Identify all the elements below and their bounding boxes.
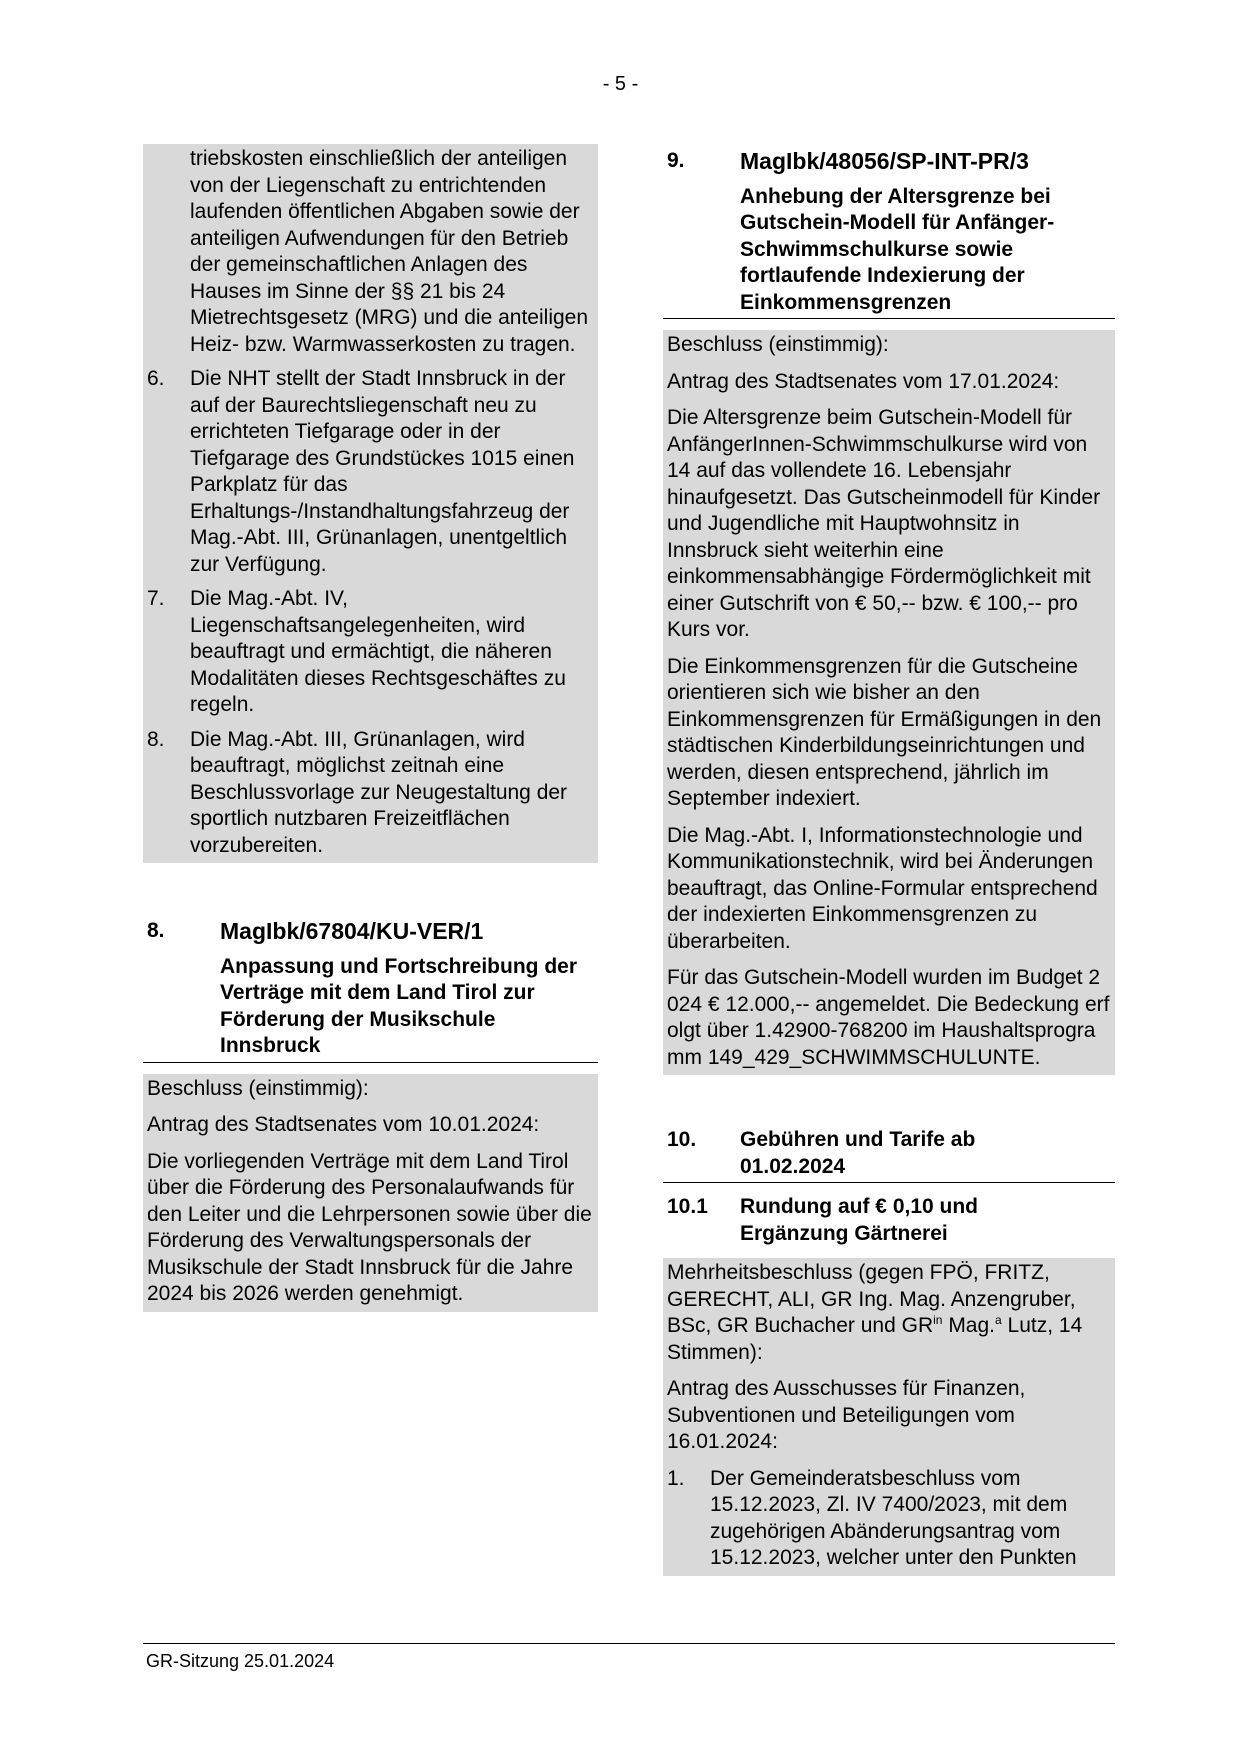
section-9-subject: Anhebung der Altersgrenze bei Gutschein-Modell für Anfänger-Schwimmschulkurse sowie fortlaufende Indexierung der Einkommensgrenzen xyxy=(663,184,1115,320)
section-10-1-decision: Mehrheitsbeschluss (gegen FPÖ, FRITZ, GERECHT, ALI, GR Ing. Mag. Anzengruber, BSc, GR Buchacher und $GR^{in}$ Mag.$^a$ Lutz, 14 Stimmen): xyxy=(667,1261,1083,1364)
section-8-subject: Anpassung und Fortschreibung der Verträge mit dem Land Tirol zur Förderung der Musikschule Innsbruck xyxy=(143,954,598,1063)
list-item: 6. Die NHT stellt der Stadt Innsbruck in der auf der Baurechtsliegenschaft neu zu errichteten Tiefgarage oder in der Tiefgarage des Grundstückes 1015 einen Parkplatz für das Erhaltungs-/Instandhaltungsfahrzeug der Mag.-Abt. III, Grünanlagen, unentgeltlich zur Verfügung. xyxy=(147,367,575,576)
left-shaded-block xyxy=(143,144,598,863)
section-8-heading: 8. MagIbk/67804/KU-VER/1 xyxy=(147,918,484,944)
section-9-paragraph: Die Einkommensgrenzen für die Gutscheine orientieren sich wie bisher an den Einkommensgrenzen für Ermäßigungen in den städtischen Kinderbildungseinrichtungen und werden, diesen entsprechend, jährlich im September indexiert. xyxy=(667,654,1102,810)
list-item: 8. Die Mag.-Abt. III, Grünanlagen, wird beauftragt, möglichst zeitnah eine Beschlussvorlage zur Neugestaltung der sportlich nutzbaren Freizeitflächen vorzubereiten. xyxy=(147,727,568,857)
section-9-motion: Antrag des Stadtsenates vom 17.01.2024: xyxy=(667,369,1060,393)
footer-divider xyxy=(143,1643,1115,1644)
list-item: 1. Der Gemeinderatsbeschluss vom 15.12.2023, Zl. IV 7400/2023, mit dem zugehörigen Abänderungsantrag vom 15.12.2023, welcher unter den Punkten xyxy=(667,1466,1077,1569)
section-9-paragraph: Die Altersgrenze beim Gutschein-Modell für AnfängerInnen-Schwimmschulkurse wird von 14 auf das vollendete 16. Lebensjahr hinaufgesetzt. Das Gutscheinmodell für Kinder und Jugendliche mit Hauptwohnsitz in Innsbruck sieht weiterhin eine einkommensabhängige Fördermöglichkeit mit einer Gutschrift von € 50,-- bzw. € 100,-- pro Kurs vor. xyxy=(667,406,1101,641)
section-10-heading: 10. Gebühren und Tarife ab 01.02.2024 xyxy=(663,1127,1115,1183)
right-column xyxy=(663,144,1115,1576)
list-item-continuation: triebskosten einschließlich der anteiligen von der Liegenschaft zu entrichtenden laufenden öffentlichen Abgaben sowie der anteiligen Aufwendungen für den Betrieb der gemeinschaftlichen Anlagen des Hauses im Sinne der §§ 21 bis 24 Mietrechtsgesetz (MRG) und die anteiligen Heiz- bzw. Warmwasserkosten zu tragen. xyxy=(190,147,589,356)
section-9-paragraph: Für das Gutschein-Modell wurden im Budget 2024 € 12.000,-- angemeldet. Die Bedeckung erfolgt über 1.42900-768200 im Haushaltsprogramm 149_429_SCHWIMMSCHULUNTE. xyxy=(667,966,1110,1069)
section-9-decision-block xyxy=(663,330,1115,1075)
section-10-1-heading: 10.1 Rundung auf € 0,10 und Ergänzung Gärtnerei xyxy=(667,1195,979,1245)
left-column xyxy=(143,144,598,1312)
section-9-decision: Beschluss (einstimmig): xyxy=(667,333,889,356)
section-8-decision-block xyxy=(143,1074,598,1312)
page-number: - 5 - xyxy=(602,73,639,95)
section-8-body: Die vorliegenden Verträge mit dem Land Tirol über die Förderung des Personalaufwands für den Leiter und die Lehrpersonen sowie über die Förderung des Verwaltungspersonals der Musikschule der Stadt Innsbruck für die Jahre 2024 bis 2026 werden genehmigt. xyxy=(147,1149,592,1305)
list-item: 7. Die Mag.-Abt. IV, Liegenschaftsangelegenheiten, wird beauftragt und ermächtigt, die näheren Modalitäten dieses Rechtsgeschäftes zu regeln. xyxy=(147,587,566,716)
section-8-motion: Antrag des Stadtsenates vom 10.01.2024: xyxy=(147,1113,540,1136)
section-10-1-decision-block xyxy=(663,1258,1115,1576)
footer: GR-Sitzung 25.01.2024 xyxy=(146,1651,335,1671)
section-8-decision: Beschluss (einstimmig): xyxy=(147,1076,369,1100)
section-10-1-motion: Antrag des Ausschusses für Finanzen, Subventionen und Beteiligungen vom 16.01.2024: xyxy=(667,1377,1026,1453)
section-9-paragraph: Die Mag.-Abt. I, Informationstechnologie und Kommunikationstechnik, wird bei Änderungen beauftragt, das Online-Formular entsprechend der indexierten Einkommensgrenzen zu überarbeiten. xyxy=(667,823,1098,953)
section-9-heading: 9. MagIbk/48056/SP-INT-PR/3 xyxy=(667,148,1029,174)
